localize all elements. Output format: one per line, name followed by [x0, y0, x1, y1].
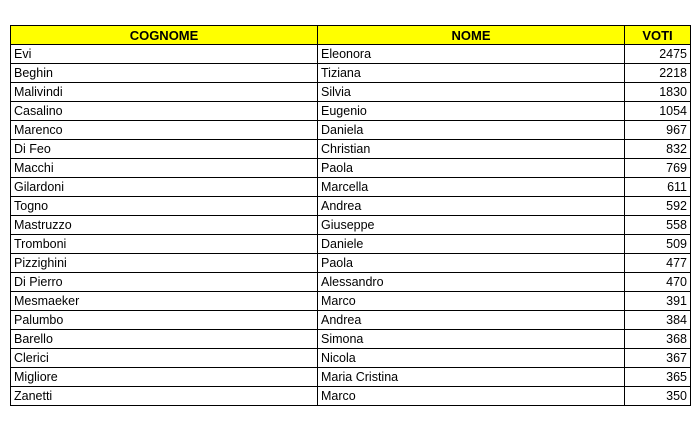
voti-cell[interactable]: 368	[625, 330, 691, 349]
cognome-cell[interactable]: Malivindi	[11, 83, 318, 102]
table-row	[11, 273, 691, 292]
nome-cell[interactable]: Eleonora	[318, 45, 625, 64]
nome-cell[interactable]: Marcella	[318, 178, 625, 197]
nome-cell[interactable]: Giuseppe	[318, 216, 625, 235]
cognome-cell[interactable]: Togno	[11, 197, 318, 216]
table-row	[11, 235, 691, 254]
nome-cell[interactable]: Tiziana	[318, 64, 625, 83]
cognome-cell[interactable]: Mastruzzo	[11, 216, 318, 235]
cognome-cell[interactable]: Mesmaeker	[11, 292, 318, 311]
header-cognome[interactable]: COGNOME	[11, 26, 318, 45]
voti-cell[interactable]: 1054	[625, 102, 691, 121]
table-row	[11, 311, 691, 330]
table-row	[11, 121, 691, 140]
nome-cell[interactable]: Andrea	[318, 311, 625, 330]
cognome-cell[interactable]: Di Feo	[11, 140, 318, 159]
nome-cell[interactable]: Nicola	[318, 349, 625, 368]
voti-cell[interactable]: 967	[625, 121, 691, 140]
spreadsheet	[10, 25, 690, 406]
voti-cell[interactable]: 558	[625, 216, 691, 235]
nome-cell[interactable]: Daniela	[318, 121, 625, 140]
nome-cell[interactable]: Maria Cristina	[318, 368, 625, 387]
cognome-cell[interactable]: Macchi	[11, 159, 318, 178]
cognome-cell[interactable]: Tromboni	[11, 235, 318, 254]
voti-cell[interactable]: 391	[625, 292, 691, 311]
cognome-cell[interactable]: Marenco	[11, 121, 318, 140]
nome-cell[interactable]: Silvia	[318, 83, 625, 102]
nome-cell[interactable]: Marco	[318, 292, 625, 311]
cognome-cell[interactable]: Evi	[11, 45, 318, 64]
nome-cell[interactable]: Marco	[318, 387, 625, 406]
voti-cell[interactable]: 592	[625, 197, 691, 216]
table-row	[11, 159, 691, 178]
table-row	[11, 102, 691, 121]
cognome-cell[interactable]: Di Pierro	[11, 273, 318, 292]
voti-cell[interactable]: 769	[625, 159, 691, 178]
nome-cell[interactable]: Christian	[318, 140, 625, 159]
voti-cell[interactable]: 477	[625, 254, 691, 273]
voti-cell[interactable]: 470	[625, 273, 691, 292]
voti-cell[interactable]: 350	[625, 387, 691, 406]
table-row	[11, 140, 691, 159]
header-nome[interactable]: NOME	[318, 26, 625, 45]
cognome-cell[interactable]: Migliore	[11, 368, 318, 387]
votes-table	[10, 25, 691, 406]
nome-cell[interactable]: Alessandro	[318, 273, 625, 292]
cognome-cell[interactable]: Palumbo	[11, 311, 318, 330]
nome-cell[interactable]: Paola	[318, 159, 625, 178]
voti-cell[interactable]: 2218	[625, 64, 691, 83]
table-row	[11, 349, 691, 368]
cognome-cell[interactable]: Gilardoni	[11, 178, 318, 197]
table-row	[11, 330, 691, 349]
table-row	[11, 83, 691, 102]
table-row	[11, 368, 691, 387]
voti-cell[interactable]: 1830	[625, 83, 691, 102]
cognome-cell[interactable]: Pizzighini	[11, 254, 318, 273]
nome-cell[interactable]: Daniele	[318, 235, 625, 254]
table-body	[11, 45, 691, 406]
table-row	[11, 292, 691, 311]
table-row	[11, 178, 691, 197]
cognome-cell[interactable]: Zanetti	[11, 387, 318, 406]
nome-cell[interactable]: Eugenio	[318, 102, 625, 121]
table-row	[11, 64, 691, 83]
table-row	[11, 387, 691, 406]
voti-cell[interactable]: 384	[625, 311, 691, 330]
cognome-cell[interactable]: Clerici	[11, 349, 318, 368]
header-row	[11, 26, 691, 45]
table-row	[11, 216, 691, 235]
cognome-cell[interactable]: Casalino	[11, 102, 318, 121]
nome-cell[interactable]: Andrea	[318, 197, 625, 216]
cognome-cell[interactable]: Beghin	[11, 64, 318, 83]
voti-cell[interactable]: 365	[625, 368, 691, 387]
voti-cell[interactable]: 509	[625, 235, 691, 254]
nome-cell[interactable]: Simona	[318, 330, 625, 349]
voti-cell[interactable]: 2475	[625, 45, 691, 64]
table-row	[11, 197, 691, 216]
voti-cell[interactable]: 611	[625, 178, 691, 197]
header-voti[interactable]: VOTI	[625, 26, 691, 45]
voti-cell[interactable]: 832	[625, 140, 691, 159]
cognome-cell[interactable]: Barello	[11, 330, 318, 349]
table-row	[11, 45, 691, 64]
table-row	[11, 254, 691, 273]
nome-cell[interactable]: Paola	[318, 254, 625, 273]
voti-cell[interactable]: 367	[625, 349, 691, 368]
